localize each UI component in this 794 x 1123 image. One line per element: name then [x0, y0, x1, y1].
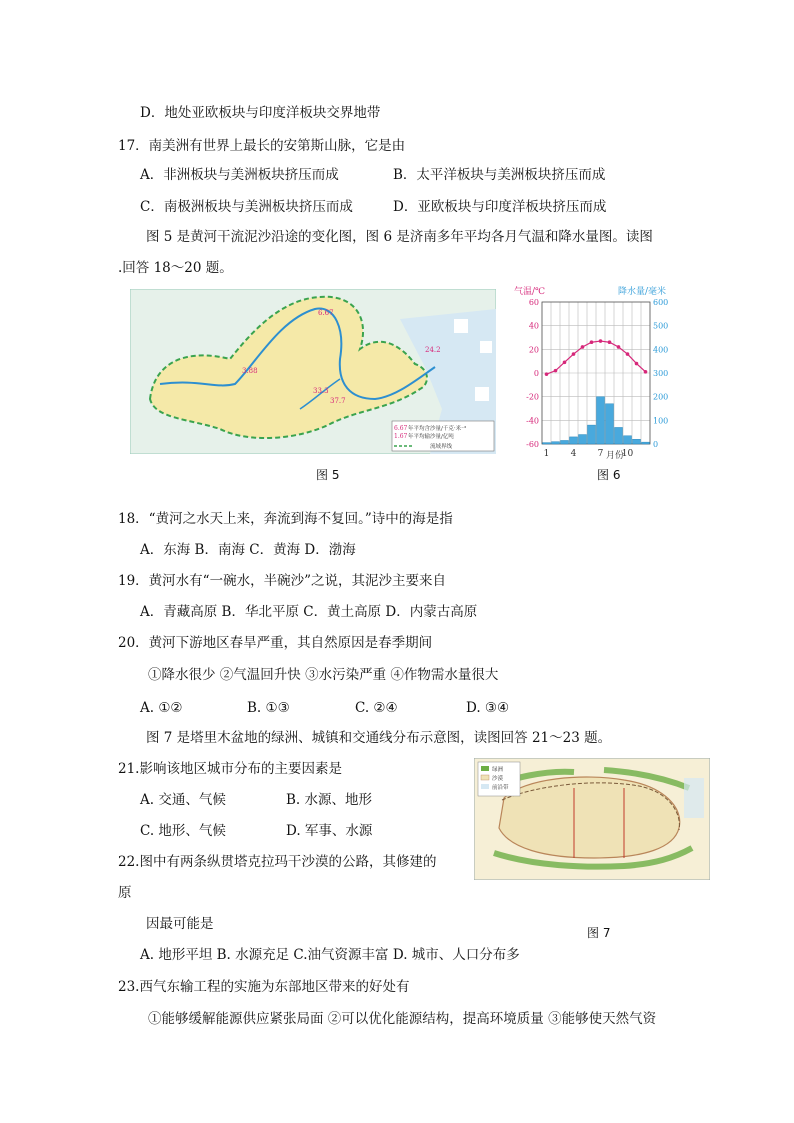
temp-tick-label: 20: [528, 345, 539, 355]
fig6-caption: 图 6: [597, 468, 621, 482]
temp-point: [608, 340, 612, 344]
q17-option-b: B．太平洋板块与美洲板块挤压而成: [393, 167, 606, 183]
q20-option-c: C. ②④: [355, 700, 398, 716]
q19-stem: 19．黄河水有“一碗水，半碗沙”之说，其泥沙主要来自: [118, 573, 446, 589]
temp-point: [545, 372, 549, 376]
svg-text:37.7: 37.7: [330, 397, 346, 405]
precip-bar: [552, 442, 560, 444]
right-axis-label: 降水量/毫米: [618, 287, 667, 297]
q20-option-a: A. ①②: [140, 700, 183, 716]
fig5-legend-2: 年平均输沙量/亿吨: [408, 434, 454, 440]
q18-stem: 18．“黄河之水天上来，奔流到海不复回。”诗中的海是指: [118, 511, 453, 527]
precip-tick-label: 300: [653, 369, 669, 378]
precip-bar: [615, 427, 623, 444]
temp-point: [581, 345, 585, 349]
temp-tick-label: -60: [526, 440, 539, 449]
q19-options: A．青藏高原 B．华北平原 C．黄土高原 D．内蒙古高原: [140, 604, 478, 620]
temp-point: [590, 340, 594, 344]
precip-bar: [597, 397, 605, 444]
x-axis-label: 月份: [606, 451, 625, 461]
q21-option-c: C. 地形、气候: [140, 823, 226, 839]
tarim-basin-map: [474, 758, 710, 880]
q22-stem-wrap: 原: [118, 885, 132, 901]
fig7-caption: 图 7: [587, 926, 611, 940]
q21-option-d: D. 军事、水源: [286, 823, 373, 839]
fig5-legend-1: 年平均含沙量/千克·米⁻³: [408, 426, 467, 432]
svg-text:3.88: 3.88: [242, 367, 258, 375]
temp-point: [617, 345, 621, 349]
yellow-river-map: [130, 289, 496, 454]
x-tick-label: 10: [621, 449, 634, 459]
q20-items: ①降水很少 ②气温回升快 ③水污染严重 ④作物需水量很大: [148, 667, 499, 683]
q20-stem: 20．黄河下游地区春旱严重，其自然原因是春季期间: [118, 635, 433, 651]
temp-tick-label: -40: [526, 416, 539, 426]
q22-stem: 22.图中有两条纵贯塔克拉玛干沙漠的公路，其修建的: [118, 854, 437, 870]
q21-option-b: B. 水源、地形: [286, 792, 373, 808]
precip-tick-label: 200: [653, 392, 669, 402]
q22-stem-cont: 因最可能是: [146, 916, 214, 932]
temp-tick-label: -20: [526, 392, 539, 402]
temp-point: [599, 339, 603, 343]
temp-point: [563, 361, 567, 365]
temp-tick-label: 40: [528, 321, 539, 331]
precip-bar: [624, 436, 632, 444]
svg-text:24.2: 24.2: [425, 346, 441, 354]
precip-tick-label: 0: [653, 440, 659, 449]
temp-point: [626, 352, 630, 356]
precip-bar: [570, 437, 578, 444]
precip-bar: [579, 435, 587, 444]
temp-point: [635, 362, 639, 366]
svg-text:6.67: 6.67: [318, 309, 334, 317]
temp-tick-label: 0: [533, 369, 539, 378]
precip-bar: [642, 442, 650, 444]
temp-point: [572, 352, 576, 356]
q20-option-b: B. ①③: [247, 700, 290, 716]
x-tick-label: 7: [597, 449, 604, 459]
temp-point: [644, 370, 648, 374]
precip-tick-label: 500: [653, 321, 669, 331]
precip-tick-label: 600: [653, 298, 669, 307]
fig7-legend-3: 前沿带: [492, 785, 509, 791]
intro-fig5-6-cont: .回答 18～20 题。: [118, 260, 233, 276]
precip-bar: [561, 440, 569, 444]
precip-tick-label: 100: [653, 416, 669, 426]
q21-option-a: A. 交通、气候: [140, 792, 226, 808]
fig5-legend-3: 流域界线: [430, 444, 453, 450]
x-tick-label: 1: [543, 449, 550, 459]
left-axis-label: 气温/℃: [514, 287, 546, 297]
svg-text:1.67: 1.67: [394, 433, 408, 440]
fig7-legend-2: 沙漠: [492, 776, 504, 782]
svg-text:33.3: 33.3: [313, 387, 329, 395]
q17-option-d: D．亚欧板块与印度洋板块挤压而成: [393, 199, 607, 215]
q20-option-d: D. ③④: [466, 700, 510, 716]
q23-stem: 23.西气东输工程的实施为东部地区带来的好处有: [118, 979, 410, 995]
precip-tick-label: 400: [653, 345, 669, 355]
x-tick-label: 4: [570, 449, 577, 459]
precip-bar: [543, 443, 551, 444]
q17-stem: 17．南美洲有世界上最长的安第斯山脉，它是由: [118, 138, 406, 154]
precip-bar: [633, 439, 641, 444]
temp-tick-label: 60: [528, 298, 539, 307]
intro-fig5-6: 图 5 是黄河干流泥沙沿途的变化图，图 6 是济南多年平均各月气温和降水量图。读图: [146, 229, 653, 245]
q17-option-c: C．南极洲板块与美洲板块挤压而成: [140, 199, 353, 215]
precip-bar: [606, 404, 614, 444]
temp-point: [554, 369, 558, 373]
intro-fig7: 图 7 是塔里木盆地的绿洲、城镇和交通线分布示意图，读图回答 21～23 题。: [146, 730, 612, 746]
jinan-climate-chart: [510, 284, 680, 462]
svg-text:6.67: 6.67: [394, 425, 408, 432]
q22-options: A. 地形平坦 B. 水源充足 C.油气资源丰富 D. 城市、人口分布多: [140, 947, 520, 963]
q18-options: A．东海 B．南海 C．黄海 D．渤海: [140, 542, 356, 558]
q16-option-d: D．地处亚欧板块与印度洋板块交界地带: [140, 105, 381, 121]
q23-items: ①能够缓解能源供应紧张局面 ②可以优化能源结构，提高环境质量 ③能够使天然气资: [148, 1011, 657, 1027]
precip-bar: [588, 425, 596, 444]
q21-stem: 21.影响该地区城市分布的主要因素是: [118, 761, 342, 777]
fig5-caption: 图 5: [316, 468, 340, 482]
q17-option-a: A．非洲板块与美洲板块挤压而成: [140, 167, 339, 183]
fig7-legend-1: 绿洲: [492, 767, 504, 773]
